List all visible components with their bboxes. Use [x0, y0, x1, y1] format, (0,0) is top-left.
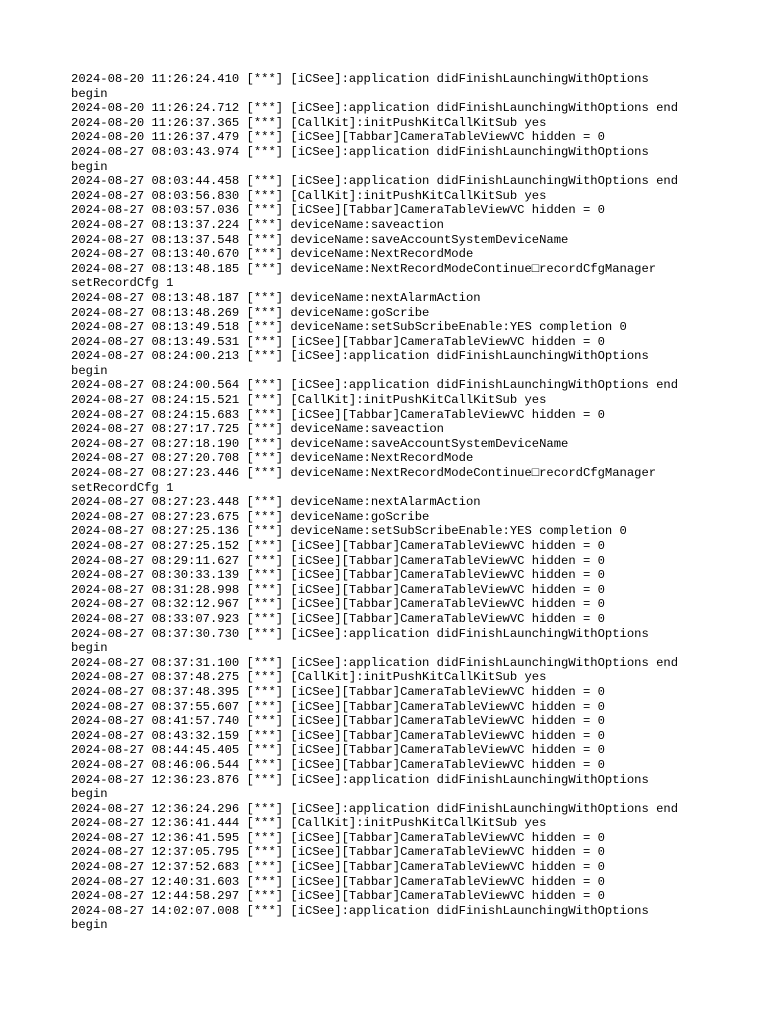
- log-line: begin: [71, 363, 108, 378]
- log-line: 2024-08-27 14:02:07.008 [***] [iCSee]:application didFinishLaunchingWithOptions: [71, 903, 649, 918]
- log-line: 2024-08-27 08:41:57.740 [***] [iCSee][Tabbar]CameraTableViewVC hidden = 0: [71, 714, 605, 729]
- log-line: 2024-08-27 08:46:06.544 [***] [iCSee][Tabbar]CameraTableViewVC hidden = 0: [71, 757, 605, 772]
- log-line: 2024-08-27 08:37:55.607 [***] [iCSee][Tabbar]CameraTableViewVC hidden = 0: [71, 699, 605, 714]
- log-line: 2024-08-27 08:27:23.446 [***] deviceName:NextRecordModeContinue□recordCfgManager: [71, 466, 657, 481]
- log-line: 2024-08-27 08:27:25.136 [***] deviceName:setSubScribeEnable:YES completion 0: [71, 524, 627, 539]
- log-text-page: [71, 72, 711, 933]
- log-line: 2024-08-27 08:27:23.675 [***] deviceName:goScribe: [71, 509, 430, 524]
- log-line: setRecordCfg 1: [71, 480, 174, 495]
- log-line: 2024-08-27 12:37:05.795 [***] [iCSee][Tabbar]CameraTableViewVC hidden = 0: [71, 845, 605, 860]
- log-line: 2024-08-27 12:40:31.603 [***] [iCSee][Tabbar]CameraTableViewVC hidden = 0: [71, 874, 605, 889]
- log-line: 2024-08-27 08:27:23.448 [***] deviceName:nextAlarmAction: [71, 495, 481, 510]
- log-line: begin: [71, 918, 108, 933]
- log-line: 2024-08-27 08:33:07.923 [***] [iCSee][Tabbar]CameraTableViewVC hidden = 0: [71, 611, 605, 626]
- log-line: setRecordCfg 1: [71, 276, 174, 291]
- log-line: 2024-08-27 08:43:32.159 [***] [iCSee][Tabbar]CameraTableViewVC hidden = 0: [71, 728, 605, 743]
- log-line: 2024-08-27 08:13:40.670 [***] deviceName:NextRecordMode: [71, 247, 474, 262]
- log-line: 2024-08-27 08:13:49.518 [***] deviceName:setSubScribeEnable:YES completion 0: [71, 320, 627, 335]
- log-line: begin: [71, 159, 108, 174]
- log-line: 2024-08-27 08:24:00.213 [***] [iCSee]:application didFinishLaunchingWithOptions: [71, 349, 649, 364]
- log-line: 2024-08-27 08:44:45.405 [***] [iCSee][Tabbar]CameraTableViewVC hidden = 0: [71, 743, 605, 758]
- log-line: 2024-08-27 08:13:48.269 [***] deviceName:goScribe: [71, 305, 430, 320]
- log-line: 2024-08-27 08:13:37.224 [***] deviceName:saveaction: [71, 217, 444, 232]
- log-line: begin: [71, 86, 108, 101]
- log-line: 2024-08-27 08:13:49.531 [***] [iCSee][Tabbar]CameraTableViewVC hidden = 0: [71, 334, 605, 349]
- log-line: 2024-08-27 12:36:23.876 [***] [iCSee]:application didFinishLaunchingWithOptions: [71, 772, 649, 787]
- log-line: 2024-08-20 11:26:37.479 [***] [iCSee][Tabbar]CameraTableViewVC hidden = 0: [71, 130, 605, 145]
- log-line: 2024-08-27 08:24:15.683 [***] [iCSee][Tabbar]CameraTableViewVC hidden = 0: [71, 407, 605, 422]
- log-line: 2024-08-27 08:31:28.998 [***] [iCSee][Tabbar]CameraTableViewVC hidden = 0: [71, 582, 605, 597]
- log-line: 2024-08-27 08:37:48.395 [***] [iCSee][Tabbar]CameraTableViewVC hidden = 0: [71, 684, 605, 699]
- log-line: 2024-08-27 08:03:57.036 [***] [iCSee][Tabbar]CameraTableViewVC hidden = 0: [71, 203, 605, 218]
- log-line: 2024-08-27 12:36:41.595 [***] [iCSee][Tabbar]CameraTableViewVC hidden = 0: [71, 830, 605, 845]
- log-line: 2024-08-27 08:37:48.275 [***] [CallKit]:initPushKitCallKitSub yes: [71, 670, 547, 685]
- log-line: begin: [71, 641, 108, 656]
- log-line: 2024-08-27 08:03:56.830 [***] [CallKit]:initPushKitCallKitSub yes: [71, 188, 547, 203]
- log-line: 2024-08-27 08:27:17.725 [***] deviceName:saveaction: [71, 422, 444, 437]
- log-line: 2024-08-27 12:37:52.683 [***] [iCSee][Tabbar]CameraTableViewVC hidden = 0: [71, 860, 605, 875]
- log-line: 2024-08-27 08:24:15.521 [***] [CallKit]:initPushKitCallKitSub yes: [71, 393, 547, 408]
- log-line: 2024-08-27 12:36:24.296 [***] [iCSee]:application didFinishLaunchingWithOptions end: [71, 801, 679, 816]
- log-line: 2024-08-20 11:26:37.365 [***] [CallKit]:initPushKitCallKitSub yes: [71, 115, 547, 130]
- log-line: 2024-08-27 08:03:44.458 [***] [iCSee]:application didFinishLaunchingWithOptions end: [71, 174, 679, 189]
- log-line: 2024-08-27 12:44:58.297 [***] [iCSee][Tabbar]CameraTableViewVC hidden = 0: [71, 889, 605, 904]
- log-line: 2024-08-27 08:27:18.190 [***] deviceName:saveAccountSystemDeviceName: [71, 436, 569, 451]
- log-line: 2024-08-27 08:13:48.187 [***] deviceName:nextAlarmAction: [71, 290, 481, 305]
- log-line: 2024-08-27 08:30:33.139 [***] [iCSee][Tabbar]CameraTableViewVC hidden = 0: [71, 568, 605, 583]
- log-line: 2024-08-20 11:26:24.712 [***] [iCSee]:application didFinishLaunchingWithOptions end: [71, 101, 679, 116]
- log-line: 2024-08-27 08:27:25.152 [***] [iCSee][Tabbar]CameraTableViewVC hidden = 0: [71, 539, 605, 553]
- log-line: 2024-08-27 08:13:37.548 [***] deviceName:saveAccountSystemDeviceName: [71, 232, 569, 247]
- log-line: 2024-08-27 08:37:30.730 [***] [iCSee]:application didFinishLaunchingWithOptions: [71, 626, 649, 641]
- log-line: 2024-08-27 08:13:48.185 [***] deviceName:NextRecordModeContinue□recordCfgManager: [71, 261, 657, 276]
- log-line: 2024-08-27 08:37:31.100 [***] [iCSee]:application didFinishLaunchingWithOptions end: [71, 655, 679, 670]
- log-line: 2024-08-27 08:32:12.967 [***] [iCSee][Tabbar]CameraTableViewVC hidden = 0: [71, 597, 605, 612]
- log-line: 2024-08-27 08:03:43.974 [***] [iCSee]:application didFinishLaunchingWithOptions: [71, 144, 649, 159]
- log-line: 2024-08-20 11:26:24.410 [***] [iCSee]:application didFinishLaunchingWithOptions: [71, 72, 649, 86]
- log-line: 2024-08-27 08:27:20.708 [***] deviceName:NextRecordMode: [71, 451, 474, 466]
- log-line: 2024-08-27 08:29:11.627 [***] [iCSee][Tabbar]CameraTableViewVC hidden = 0: [71, 553, 605, 568]
- log-line: 2024-08-27 12:36:41.444 [***] [CallKit]:initPushKitCallKitSub yes: [71, 816, 547, 831]
- log-line: begin: [71, 787, 108, 802]
- log-line: 2024-08-27 08:24:00.564 [***] [iCSee]:application didFinishLaunchingWithOptions end: [71, 378, 679, 393]
